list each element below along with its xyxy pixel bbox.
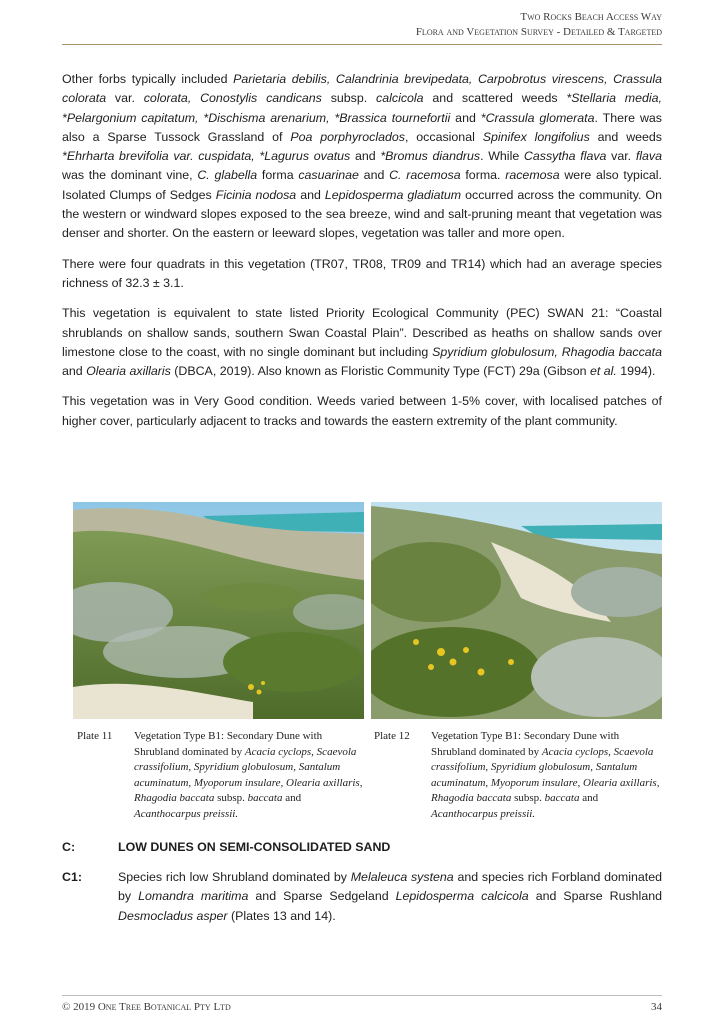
header-report-subtitle: Flora and Vegetation Survey - Detailed & Targeted xyxy=(415,26,662,38)
italic-taxon: racemosa xyxy=(505,168,560,183)
footer-copyright: © 2019 One Tree Botanical Pty Ltd xyxy=(62,1001,231,1013)
section-c-title: LOW DUNES ON SEMI-CONSOLIDATED SAND xyxy=(118,840,391,854)
italic-taxon: Poa porphyroclados xyxy=(290,129,405,144)
italic-taxon: et al. xyxy=(589,364,617,379)
italic-taxon: Acanthocarpus preissii. xyxy=(134,807,239,820)
italic-taxon: *Ehrharta brevifolia var. cuspidata, *Lagurus ovatus xyxy=(62,149,351,164)
section-c1-text: Species rich low Shrubland dominated by Melaleuca systena and species rich Forbland dominated by Lomandra maritima and Sparse Sedgeland Lepidosperma calcicola and Sparse Rushland Desmocladus asper (Plates 13 and 14). xyxy=(118,870,662,923)
plate-11-caption-text: Vegetation Type B1: Secondary Dune with Shrubland dominated by Acacia cyclops, Scaevola crassifolium, Spyridium globulosum, Santalum acuminatum, Myoporum insulare, Olearia axillaris, Rhagodia baccata subsp. baccata and Acanthocarpus preissii. xyxy=(134,730,363,820)
running-header xyxy=(416,10,662,40)
italic-taxon: flava xyxy=(635,149,663,164)
italic-taxon: Desmocladus asper xyxy=(118,908,228,923)
section-c1-code: C1: xyxy=(62,870,82,884)
plate-12-number: Plate 12 xyxy=(374,730,410,742)
italic-taxon: Acanthocarpus preissii. xyxy=(431,807,536,820)
header-rule xyxy=(62,44,662,45)
italic-taxon: Melaleuca systena xyxy=(350,870,454,884)
italic-taxon: Cassytha flava xyxy=(523,149,607,164)
italic-taxon: Parietaria debilis, Calandrinia brevipedata, Carpobrotus virescens, Crassula colorata xyxy=(62,72,662,106)
italic-taxon: Acacia cyclops, Scaevola crassifolium, Spyridium globulosum, Santalum acuminatum, Myoporum insulare, Olearia axillaris, Rhagodia baccata xyxy=(134,745,363,804)
italic-taxon: Lepidosperma calcicola xyxy=(395,889,529,904)
paragraph-condition: This vegetation was in Very Good condition. Weeds varied between 1-5% cover, with localised patches of higher cover, particularly adjacent to tracks and towards the eastern extremity of the plant community. xyxy=(62,394,662,428)
plate-11-number: Plate 11 xyxy=(77,730,113,742)
italic-taxon: Ficinia nodosa xyxy=(215,187,297,202)
italic-taxon: C. glabella xyxy=(197,168,258,183)
paragraph-quadrats: There were four quadrats in this vegetation (TR07, TR08, TR09 and TR14) which had an average species richness of 32.3 ± 3.1. xyxy=(62,256,662,290)
plate-12-caption-text: Vegetation Type B1: Secondary Dune with Shrubland dominated by Acacia cyclops, Scaevola crassifolium, Spyridium globulosum, Santalum acuminatum, Myoporum insulare, Olearia axillaris, Rhagodia baccata subsp. baccata and Acanthocarpus preissii. xyxy=(431,730,660,820)
italic-taxon: Lomandra maritima xyxy=(138,889,249,904)
section-c-heading xyxy=(62,838,662,857)
italic-taxon: casuarinae xyxy=(298,168,359,183)
plate-12-photo xyxy=(371,502,662,719)
section-c1 xyxy=(62,868,662,926)
italic-taxon: Acacia cyclops, Scaevola crassifolium, Spyridium globulosum, Santalum acuminatum, Myoporum insulare, Olearia axillaris, Rhagodia baccata xyxy=(431,745,660,804)
plate-11-photo xyxy=(73,502,364,719)
paragraph-forbs: Other forbs typically included Parietaria debilis, Calandrinia brevipedata, Carpobrotus virescens, Crassula colorata var. colorata, Conostylis candicans subsp. calcicola and scattered weeds *Stellaria media, *Pelargonium capitatum, *Dischisma arenarium, *Brassica tournefortii and *Crassula glomerata. There was also a Sparse Tussock Grassland of Poa porphyroclados, occasional Spinifex longifolius and weeds *Ehrharta brevifolia var. cuspidata, *Lagurus ovatus and *Bromus diandrus. While Cassytha flava var. flava was the dominant vine, C. glabella forma casuarinae and C. racemosa forma. racemosa were also typical. Isolated Clumps of Sedges Ficinia nodosa and Lepidosperma gladiatum occurred across the community. On the western or windward slopes exposed to the sea breeze, wind and salt-pruning meant that vegetation was denser and shorter. On the eastern or leeward slopes, vegetation was taller and more open. xyxy=(62,72,663,241)
body-text xyxy=(62,70,662,442)
italic-taxon: *Crassula glomerata xyxy=(480,110,595,125)
page-number: 34 xyxy=(651,1001,662,1013)
footer-rule xyxy=(62,995,662,996)
header-report-title: Two Rocks Beach Access Way xyxy=(520,11,662,23)
italic-taxon: *Stellaria media, *Pelargonium capitatum, *Dischisma arenarium, *Brassica tournefortii xyxy=(62,91,662,125)
italic-taxon: calcicola xyxy=(376,91,424,106)
italic-taxon: baccata xyxy=(544,792,580,804)
italic-taxon: Lepidosperma gladiatum xyxy=(324,187,462,202)
italic-taxon: *Bromus diandrus xyxy=(380,149,481,164)
paragraph-pec: This vegetation is equivalent to state listed Priority Ecological Community (PEC) SWAN 21: “Coastal shrublands on shallow sands, southern Swan Coastal Plain”. Described as heaths on shallow sands over limestone close to the coast, with no single dominant but including Spyridium globulosum, Rhagodia baccata and Olearia axillaris (DBCA, 2019). Also known as Floristic Community Type (FCT) 29a (Gibson et al. 1994). xyxy=(62,306,662,379)
italic-taxon: Spyridium globulosum, Rhagodia baccata xyxy=(432,344,662,359)
section-c-code: C: xyxy=(62,840,76,854)
italic-taxon: C. racemosa xyxy=(389,168,461,183)
italic-taxon: colorata, Conostylis candicans xyxy=(143,91,322,106)
italic-taxon: Olearia axillaris xyxy=(86,364,171,379)
italic-taxon: baccata xyxy=(247,792,283,804)
italic-taxon: Spinifex longifolius xyxy=(482,129,590,144)
